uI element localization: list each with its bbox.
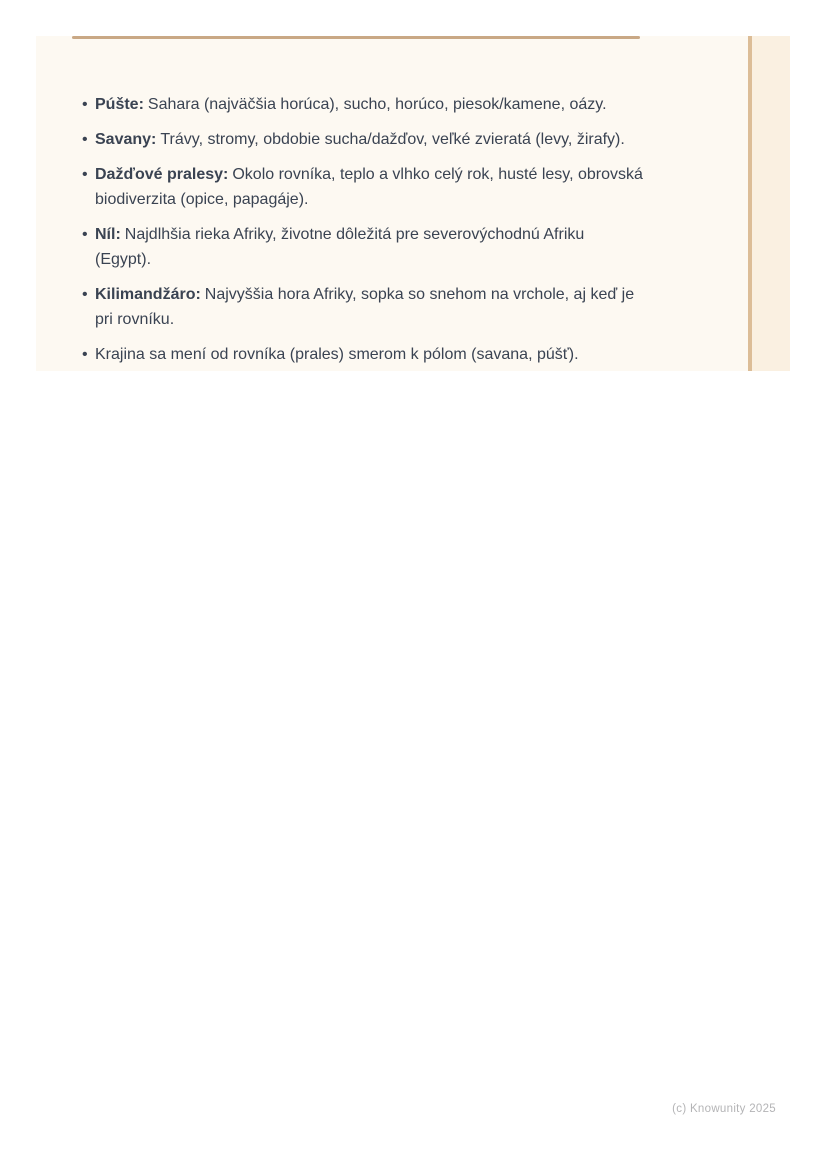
bullet-lead-label: Dažďové pralesy: (95, 166, 229, 183)
bullet-lead-label: Savany: (95, 131, 157, 148)
bullet-text: Trávy, stromy, obdobie sucha/dažďov, veľké zvieratá (levy, žirafy). (160, 131, 625, 148)
list-item (82, 342, 644, 367)
bullet-text: Najdlhšia rieka Afriky, životne dôležitá pre severovýchodnú Afriku (Egypt). (95, 226, 585, 268)
bullet-text: Okolo rovníka, teplo a vlhko celý rok, husté lesy, obrovská biodiverzita (opice, papagáje). (95, 166, 643, 208)
bullet-text: Krajina sa mení od rovníka (prales) smerom k pólom (savana, púšť). (95, 346, 579, 363)
bullet-lead-label: Níl: (95, 226, 121, 243)
bullet-text: Sahara (najväčšia horúca), sucho, horúco, piesok/kamene, oázy. (147, 96, 607, 113)
copyright-footer: (c) Knowunity 2025 (672, 1103, 776, 1115)
list-item (82, 127, 644, 152)
bullet-text: Najvyššia hora Afriky, sopka so snehom na vrchole, aj keď je pri rovníku. (95, 286, 635, 328)
notes-card (36, 36, 748, 371)
list-item (82, 162, 644, 212)
bullet-list (82, 92, 644, 377)
list-item (82, 282, 644, 332)
list-item (82, 92, 644, 117)
top-divider-rule (72, 36, 640, 39)
list-item (82, 222, 644, 272)
right-accent-bar (748, 36, 790, 371)
bullet-lead-label: Púšte: (95, 96, 144, 113)
bullet-lead-label: Kilimandžáro: (95, 286, 201, 303)
